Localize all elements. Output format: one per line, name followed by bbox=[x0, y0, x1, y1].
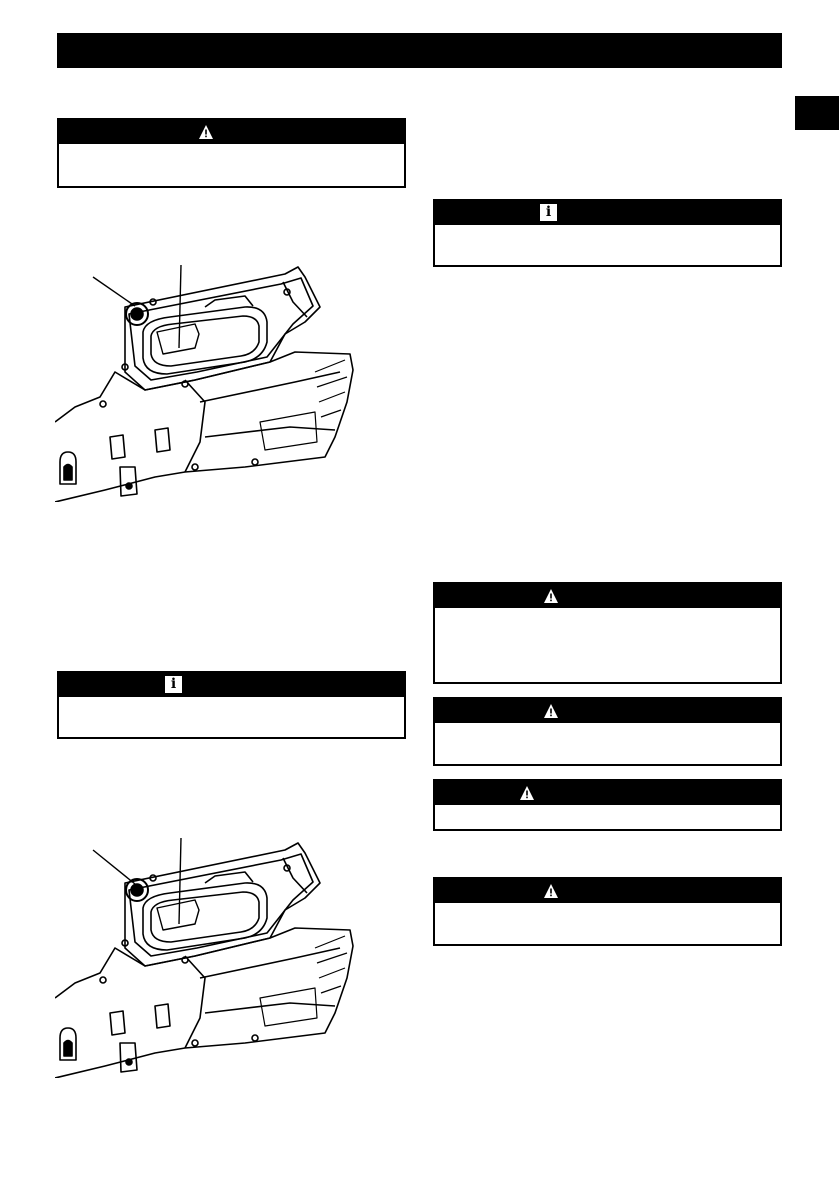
warning-box-1 bbox=[57, 118, 406, 188]
warning-box-4 bbox=[433, 779, 782, 831]
blower-handle-figure-2 bbox=[55, 838, 360, 1078]
warning-box-header bbox=[435, 699, 780, 723]
info-box-2 bbox=[433, 199, 782, 267]
warning-box-5 bbox=[433, 877, 782, 946]
info-box-1 bbox=[57, 671, 406, 739]
warning-triangle-icon bbox=[543, 703, 559, 719]
info-icon: i bbox=[540, 204, 557, 221]
warning-box-header bbox=[435, 781, 780, 805]
blower-handle-figure-1 bbox=[55, 262, 360, 502]
info-box-header bbox=[59, 673, 404, 697]
warning-triangle-icon bbox=[543, 588, 559, 604]
warning-box-header bbox=[59, 120, 404, 144]
info-icon: i bbox=[165, 676, 182, 693]
warning-box-header bbox=[435, 584, 780, 608]
warning-box-header bbox=[435, 879, 780, 903]
page-title-bar bbox=[57, 33, 782, 68]
warning-triangle-icon bbox=[198, 124, 214, 140]
warning-box-3 bbox=[433, 697, 782, 766]
warning-triangle-icon bbox=[543, 883, 559, 899]
language-side-tab bbox=[795, 96, 839, 130]
info-box-header bbox=[435, 201, 780, 225]
warning-triangle-icon bbox=[519, 785, 535, 801]
warning-box-2 bbox=[433, 582, 782, 684]
